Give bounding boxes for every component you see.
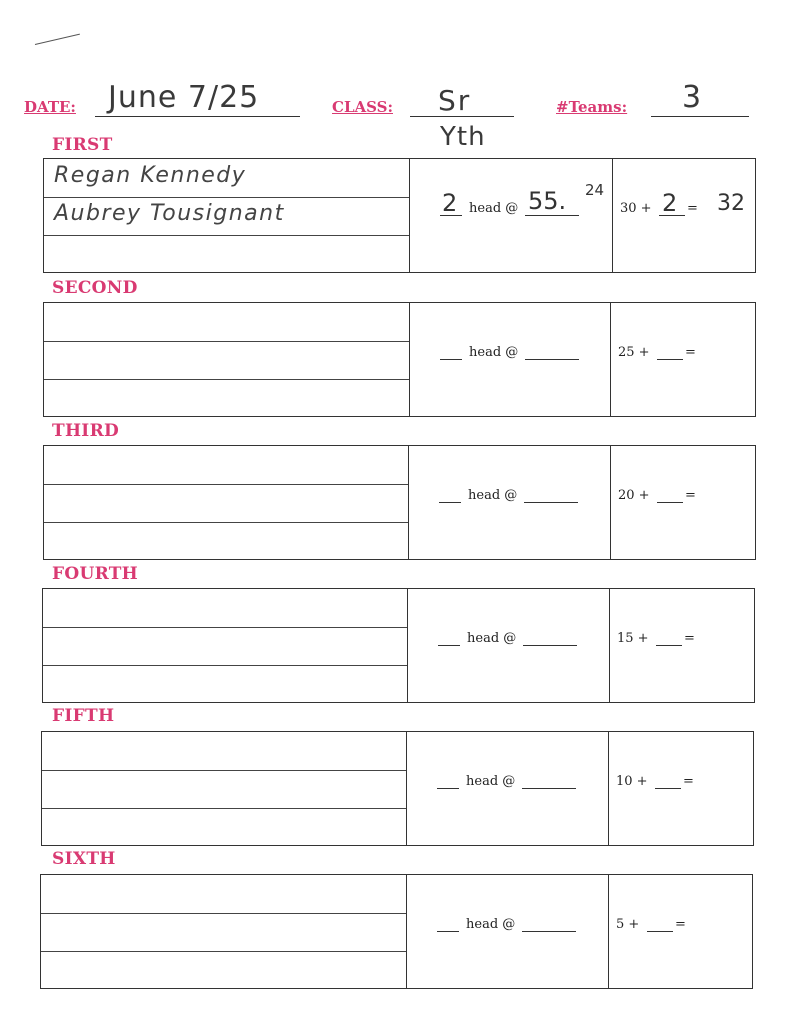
names-column (44, 446, 409, 559)
names-column (44, 303, 410, 416)
bonus-blank (657, 359, 683, 360)
name-row-divider (42, 808, 406, 809)
class-label: CLASS: (332, 98, 393, 116)
date-value[interactable]: June 7/25 (108, 80, 260, 115)
head-price-blank (525, 359, 579, 360)
name-row-divider (44, 341, 409, 342)
head-price-column (407, 875, 609, 988)
name-row-divider (44, 379, 409, 380)
name-row-divider (43, 665, 407, 666)
head-price-column (410, 159, 613, 272)
team-member-name-field[interactable]: Regan Kennedy (54, 163, 247, 188)
name-row-divider (44, 235, 409, 236)
teams-underline (651, 116, 749, 117)
points-column (609, 875, 752, 988)
bonus-blank (656, 645, 682, 646)
teams-value[interactable]: 3 (682, 80, 702, 115)
placement-table (43, 158, 756, 273)
equals-sign: = (684, 631, 695, 646)
teams-label: #Teams: (556, 98, 628, 116)
name-row-divider (42, 770, 406, 771)
head-count-blank (437, 931, 459, 932)
head-price-column (408, 589, 610, 702)
head-count-field[interactable]: 2 (442, 189, 458, 217)
section-title: FOURTH (52, 564, 139, 584)
head-at-label: head @ (468, 488, 518, 503)
points-column (610, 589, 754, 702)
placement-table (41, 731, 754, 846)
head-price-cents[interactable]: 24 (585, 181, 605, 199)
head-price-column (409, 446, 611, 559)
name-row-divider (44, 197, 409, 198)
placement-table (40, 874, 753, 989)
equals-sign: = (683, 774, 694, 789)
section-title: SECOND (52, 278, 138, 298)
head-at-label: head @ (469, 345, 519, 360)
class-value-line1[interactable]: Sr (438, 84, 472, 117)
placement-table (43, 302, 756, 417)
head-price-blank (525, 215, 579, 216)
head-count-blank (437, 788, 459, 789)
bonus-blank (647, 931, 673, 932)
points-column (609, 732, 753, 845)
equals-sign: = (687, 201, 698, 216)
name-row-divider (41, 913, 406, 914)
head-price-blank (522, 788, 576, 789)
base-points-label: 30 + (620, 201, 652, 216)
head-price-blank (524, 502, 578, 503)
class-value-line2[interactable]: Yth (440, 122, 486, 152)
names-column (43, 589, 408, 702)
points-column (611, 446, 755, 559)
head-price-blank (523, 645, 577, 646)
base-points-label: 25 + (618, 345, 650, 360)
date-underline (95, 116, 300, 117)
stray-pen-mark (35, 34, 80, 45)
base-points-label: 15 + (617, 631, 649, 646)
points-column (613, 159, 755, 272)
section-title: FIRST (52, 135, 113, 155)
bonus-blank (655, 788, 681, 789)
name-row-divider (41, 951, 406, 952)
section-title: FIFTH (52, 706, 115, 726)
date-label: DATE: (24, 98, 76, 116)
head-count-blank (438, 645, 460, 646)
base-points-label: 5 + (616, 917, 640, 932)
name-row-divider (44, 484, 408, 485)
name-row-divider (43, 627, 407, 628)
head-count-blank (439, 502, 461, 503)
team-member-name-field[interactable]: Aubrey Tousignant (54, 201, 285, 226)
head-price-field[interactable]: 55. (528, 187, 567, 215)
names-column (41, 875, 407, 988)
equals-sign: = (685, 488, 696, 503)
points-column (611, 303, 755, 416)
total-points-field[interactable]: 32 (717, 191, 745, 216)
head-at-label: head @ (469, 201, 519, 216)
base-points-label: 20 + (618, 488, 650, 503)
section-title: THIRD (52, 421, 120, 441)
bonus-blank (657, 502, 683, 503)
section-title: SIXTH (52, 849, 116, 869)
head-at-label: head @ (466, 917, 516, 932)
head-price-column (407, 732, 609, 845)
class-underline (410, 116, 514, 117)
head-price-blank (522, 931, 576, 932)
names-column (42, 732, 407, 845)
head-at-label: head @ (467, 631, 517, 646)
bonus-field[interactable]: 2 (662, 189, 678, 217)
head-count-blank (440, 359, 462, 360)
placement-table (43, 445, 756, 560)
placement-table (42, 588, 755, 703)
name-row-divider (44, 522, 408, 523)
equals-sign: = (685, 345, 696, 360)
head-price-column (410, 303, 611, 416)
names-column (44, 159, 410, 272)
head-at-label: head @ (466, 774, 516, 789)
base-points-label: 10 + (616, 774, 648, 789)
equals-sign: = (675, 917, 686, 932)
